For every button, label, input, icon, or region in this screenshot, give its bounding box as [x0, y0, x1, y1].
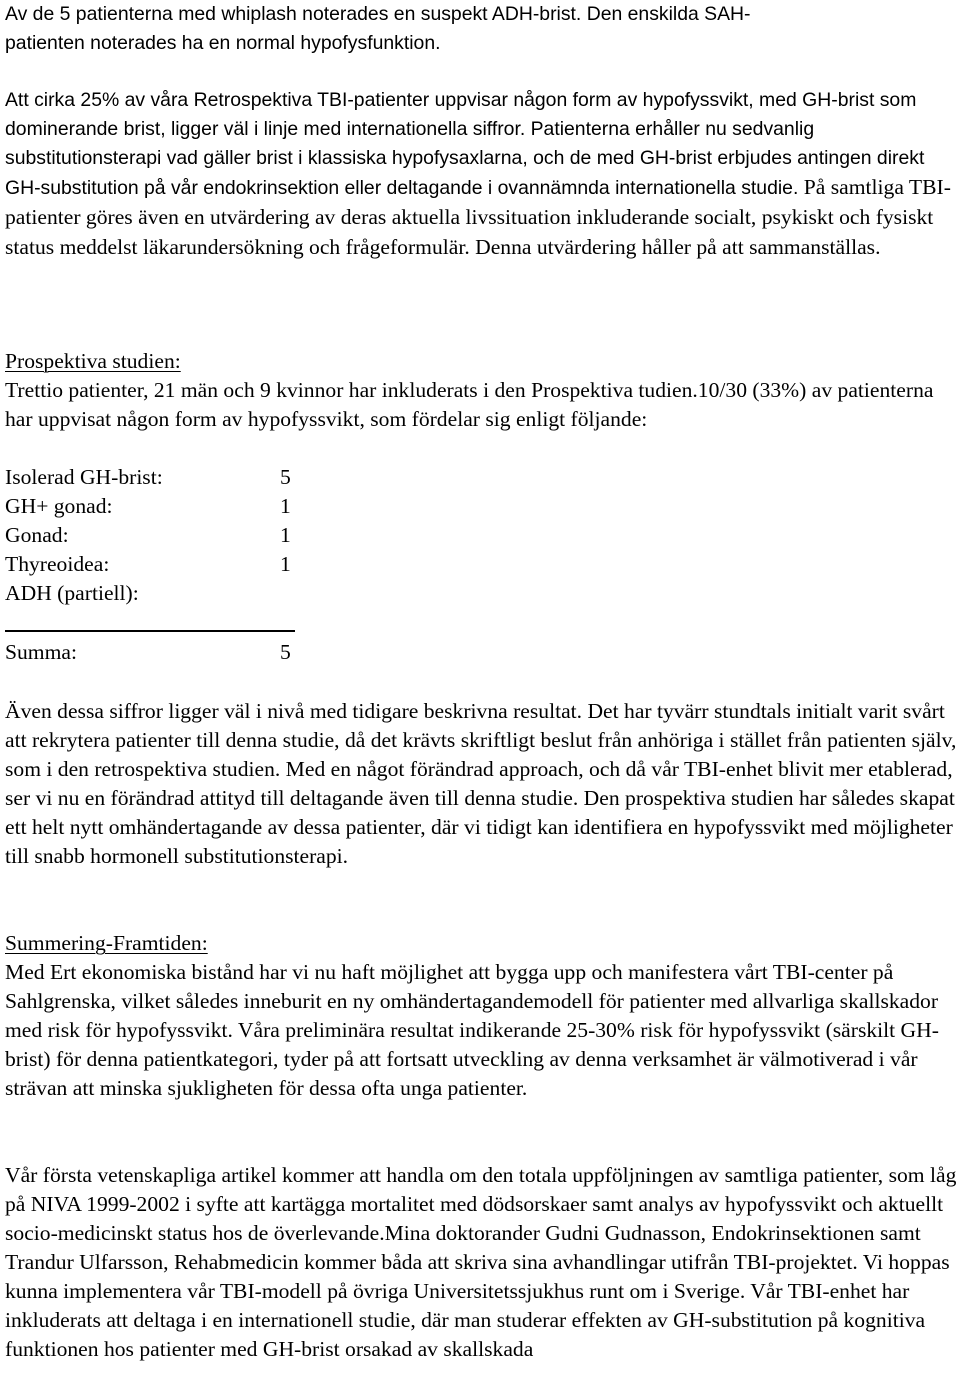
summary-section	[5, 929, 960, 1103]
prospective-heading: Prospektiva studien:	[5, 349, 181, 373]
intro-line: patienten noterades ha en normal hypofysfunktion.	[5, 32, 441, 54]
result-text: Även dessa siffror ligger väl i nivå med tidigare beskrivna resultat. Det har tyvärr stundtals initialt varit svårt att rekrytera patienter till denna studie, då det krävts skriftligt beslut från anhöriga i stället från patienten själv, som i den retrospektiva studien. Med en något förändrad approach, och då vår TBI-enhet blivit mer etablerad, ser vi nu en förändrad attityd till deltagande även till denna studie. Den prospektiva studien har således skapat ett helt nytt omhändertagande av dessa patienter, där vi tidigt kan identifiera en hypofyssvikt med möjligheter till snabb hormonell substitutionsterapi.	[5, 699, 957, 868]
deficit-row	[5, 550, 305, 579]
deficit-value: 1	[280, 523, 291, 547]
sum-value: 5	[280, 640, 291, 664]
future-text: Vår första vetenskapliga artikel kommer att handla om den totala uppföljningen av samtliga patienter, som låg på NIVA 1999-2002 i syfte att kartägga mortalitet med dödsorskaer samt analys av hypofyssvikt och aktuellt socio-medicinskt status hos de överlevande.Mina doktorander Gudni Gudnasson, Endokrinsektionen samt Trandur Ulfarsson, Rehabmedicin kommer båda att skriva sina avhandlingar utifrån TBI-projektet. Vi hoppas kunna implementera vår TBI-modell på övriga Universitetssjukhus runt om i Sverige. Vår TBI-enhet har inkluderats att deltaga i en internationell studie, där man studerar effekten av GH-substitution på kognitiva funktionen hos patienter med GH-brist orsakad av skallskada	[5, 1163, 957, 1361]
retrospective-text	[5, 86, 960, 263]
intro-line: Av de 5 patienterna med whiplash noterades en suspekt ADH-brist. Den enskilda SAH-	[5, 3, 751, 25]
deficit-value: 1	[280, 552, 291, 576]
summary-heading: Summering-Framtiden:	[5, 931, 208, 955]
intro-paragraph	[5, 0, 960, 58]
sum-label: Summa:	[5, 640, 77, 664]
deficit-value: 1	[280, 494, 291, 518]
deficit-table	[5, 463, 960, 678]
sum-row	[5, 638, 305, 667]
future-paragraph	[5, 1161, 960, 1364]
deficit-value: 5	[280, 465, 291, 489]
deficit-row	[5, 521, 305, 550]
retrospective-text-a: Att cirka 25% av våra Retrospektiva TBI-patienter uppvisar någon form av hypofyssvikt, med GH-brist som dominerande brist, ligger väl i linje med internationella siffror. Patienterna erhåller nu sedvanlig substitutionsterapi vad gäller brist i klassiska hypofysaxlarna, och de med GH-brist erbjudes antingen direkt GH-substitution på vår endokrinsektion eller deltagande i ovannämnda internationella studie.	[5, 89, 925, 199]
deficit-row	[5, 463, 305, 492]
retrospective-text-b: På samtliga TBI-patienter göres även en utvärdering av deras aktuella livssituation inkluderande socialt, psykiskt och fysiskt status meddelst läkarundersökning och frågeformulär. Denna utvärdering håller på att sammanställas.	[5, 175, 951, 259]
deficit-label: ADH (partiell):	[5, 581, 139, 605]
result-paragraph	[5, 697, 960, 871]
summary-text: Med Ert ekonomiska bistånd har vi nu haft möjlighet att bygga upp och manifestera vårt TBI-center på Sahlgrenska, vilket således inneburit en ny omhändertagandemodell för patienter med allvarliga skallskador med risk för hypofyssvikt. Våra preliminära resultat indikerande 25-30% risk för hypofyssvikt (särskilt GH-brist) för denna patientkategori, tyder på att fortsatt utveckling av denna verksamhet är välmotiverad i vår strävan att minska sjukligheten för dessa ofta unga patienter.	[5, 960, 939, 1100]
deficit-label: GH+ gonad:	[5, 494, 113, 518]
sum-rule	[5, 630, 295, 632]
deficit-label: Gonad:	[5, 523, 69, 547]
prospective-text: Trettio patienter, 21 män och 9 kvinnor har inkluderats i den Prospektiva tudien.10/30 (33%) av patienterna har uppvisat någon form av hypofyssvikt, som fördelar sig enligt följande:	[5, 378, 934, 431]
deficit-label: Isolerad GH-brist:	[5, 465, 163, 489]
deficit-label: Thyreoidea:	[5, 552, 110, 576]
prospective-section	[5, 347, 960, 434]
retrospective-paragraph	[5, 86, 960, 263]
deficit-row	[5, 579, 305, 608]
deficit-row	[5, 492, 305, 521]
